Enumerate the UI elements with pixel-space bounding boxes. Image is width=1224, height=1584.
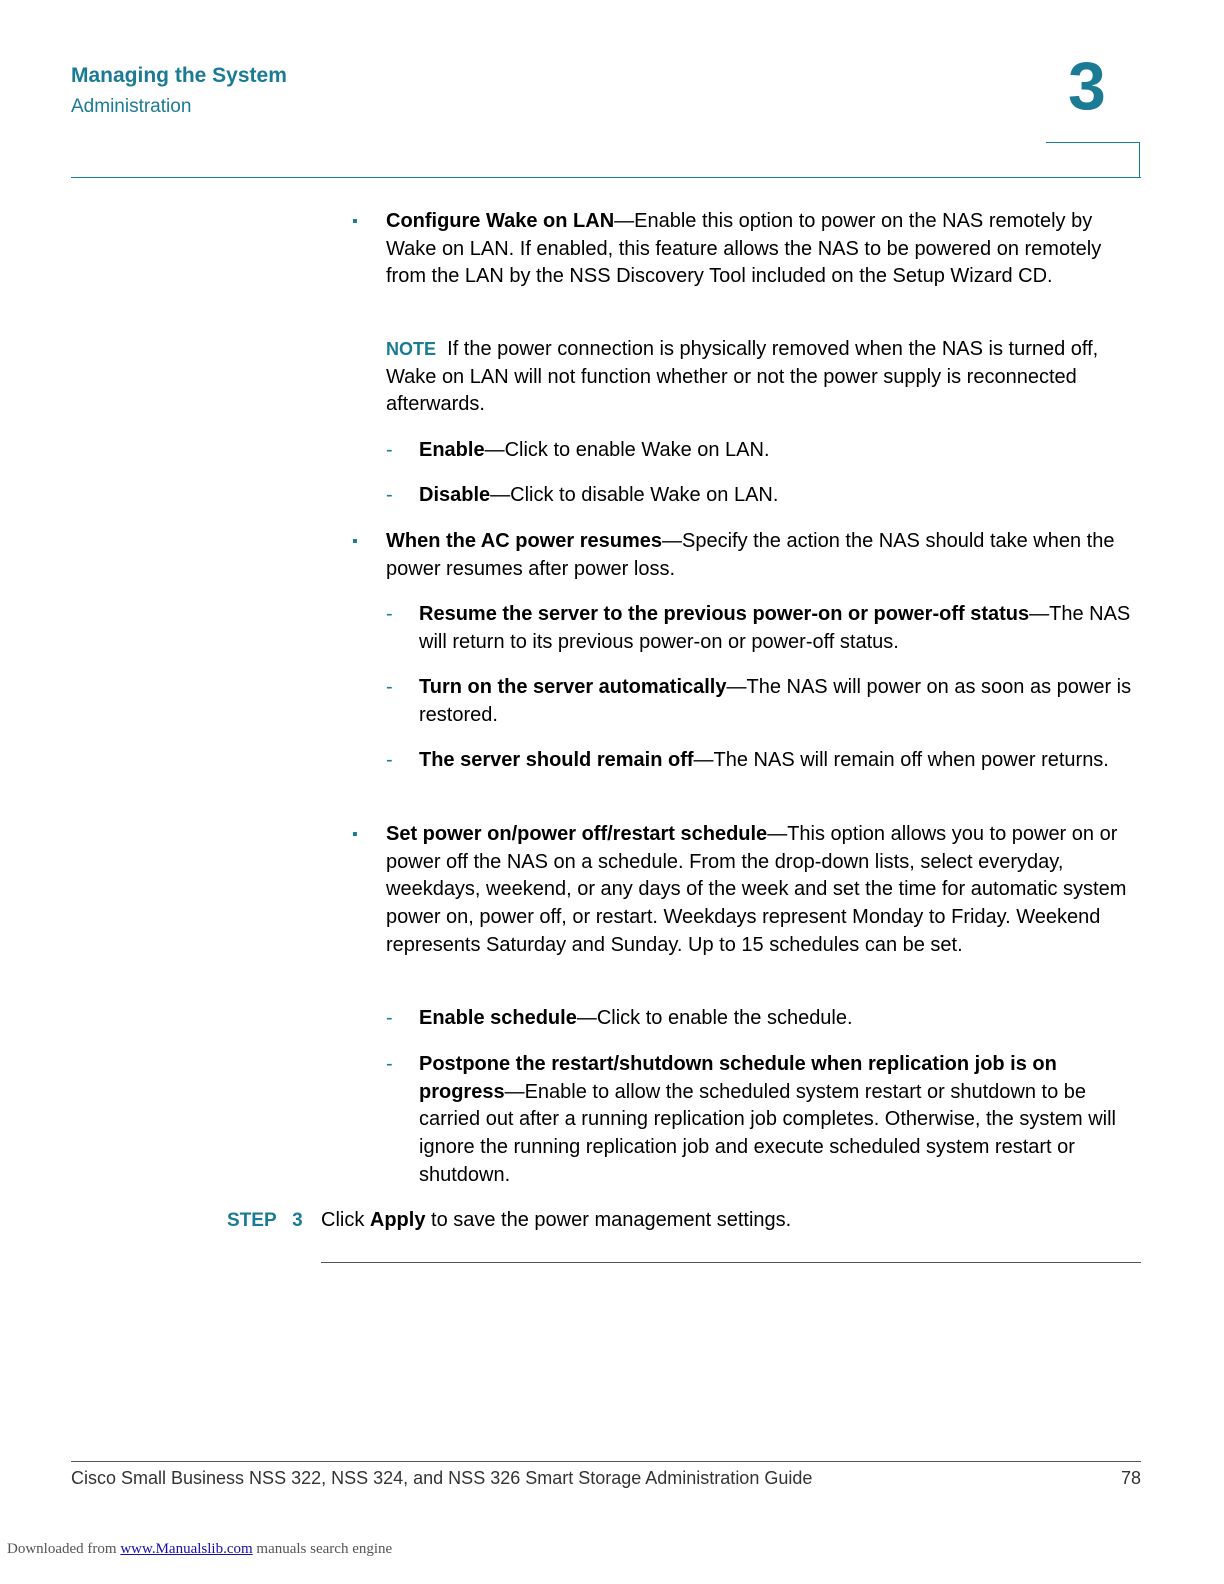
subitem-text: —Click to disable Wake on LAN. — [490, 484, 779, 506]
subitem-term: Enable schedule — [419, 1007, 577, 1029]
bullet-term: Set power on/power off/restart schedule — [386, 823, 768, 845]
dash-marker: - — [386, 439, 393, 461]
subitem-disable — [419, 482, 1142, 510]
download-notice — [7, 1541, 392, 1558]
bullet-text: —Enable this option to power on the NAS remotely by Wake on LAN. If enabled, this feature allows the NAS to be powered on remotely from the LAN by the NSS Discovery Tool included on the Setup Wizard CD. — [386, 210, 1102, 288]
download-prefix: Downloaded from — [7, 1541, 121, 1557]
chapter-title: Managing the System — [71, 64, 287, 87]
bullet-ac-power-resumes — [386, 528, 1142, 583]
subitem-term: Turn on the server automatically — [419, 676, 727, 698]
page-number: 78 — [1120, 1468, 1141, 1488]
bullet-marker: ▪ — [352, 533, 358, 550]
subitem-text: —The NAS will return to its previous power-on or power-off status. — [419, 603, 1131, 653]
subitem-enable-schedule — [419, 1005, 1142, 1033]
step-apply-term: Apply — [369, 1209, 426, 1231]
bullet-text: —This option allows you to power on or power off the NAS on a schedule. From the drop-down lists, select everyday, weekdays, weekend, or any days of the week and set the time for automatic system power on, power off, or restart. Weekdays represent Monday to Friday. Weekend represents Saturday and Sunday. Up to 15 schedules can be set. — [386, 823, 1127, 956]
note-label: NOTE — [386, 339, 437, 359]
note-text: If the power connection is physically removed when the NAS is turned off, Wake on LAN will not function whether or not the power supply is reconnected afterwards. — [386, 338, 1099, 416]
step-text-pre: Click — [321, 1209, 370, 1231]
subitem-text: —The NAS will power on as soon as power is restored. — [419, 676, 1132, 726]
subitem-text: —Click to enable Wake on LAN. — [484, 439, 770, 461]
subitem-turn-on-automatically — [419, 674, 1142, 729]
download-suffix: manuals search engine — [252, 1541, 393, 1557]
subitem-text: —Enable to allow the scheduled system restart or shutdown to be carried out after a running replication job completes. Otherwise, the system will ignore the running replication job and execute scheduled system restart or shutdown. — [419, 1080, 1116, 1186]
section-title: Administration — [71, 96, 192, 117]
subitem-remain-off — [419, 747, 1142, 775]
dash-marker: - — [386, 484, 393, 506]
dash-marker: - — [386, 749, 393, 771]
dash-marker: - — [386, 603, 393, 625]
subitem-term: Postpone the restart/shutdown schedule when replication job is on progress — [419, 1053, 1057, 1103]
bullet-wake-on-lan — [386, 208, 1142, 291]
chapter-number: 3 — [1068, 48, 1106, 124]
step-instruction — [321, 1207, 791, 1235]
subitem-text: —The NAS will remain off when power returns. — [693, 749, 1109, 771]
subitem-enable — [419, 437, 1142, 465]
header-rule — [71, 177, 1141, 178]
footer-rule — [71, 1461, 1141, 1462]
subitem-term: Disable — [419, 484, 491, 506]
step-end-rule — [321, 1262, 1141, 1263]
manualslib-link[interactable]: www.Manualslib.com — [120, 1541, 253, 1557]
bullet-marker: ▪ — [352, 213, 358, 230]
step-label: STEP 3 — [227, 1210, 303, 1231]
bullet-text: —Specify the action the NAS should take when the power resumes after power loss. — [386, 530, 1115, 580]
subitem-text: —Click to enable the schedule. — [576, 1007, 853, 1029]
footer-guide-title: Cisco Small Business NSS 322, NSS 324, and NSS 326 Smart Storage Administration Guide — [71, 1468, 813, 1488]
bullet-marker: ▪ — [352, 826, 358, 843]
bullet-power-schedule — [386, 821, 1142, 960]
subitem-term: Resume the server to the previous power-on or power-off status — [419, 603, 1030, 625]
dash-marker: - — [386, 676, 393, 698]
subitem-resume-previous — [419, 601, 1142, 656]
subitem-term: Enable — [419, 439, 485, 461]
dash-marker: - — [386, 1053, 393, 1075]
dash-marker: - — [386, 1007, 393, 1029]
subitem-postpone-schedule — [419, 1051, 1142, 1190]
chapter-tab-box — [1046, 142, 1140, 177]
bullet-term: When the AC power resumes — [386, 530, 662, 552]
step-text-post: to save the power management settings. — [425, 1209, 792, 1231]
bullet-term: Configure Wake on LAN — [386, 210, 615, 232]
note-block — [386, 336, 1142, 419]
subitem-term: The server should remain off — [419, 749, 694, 771]
